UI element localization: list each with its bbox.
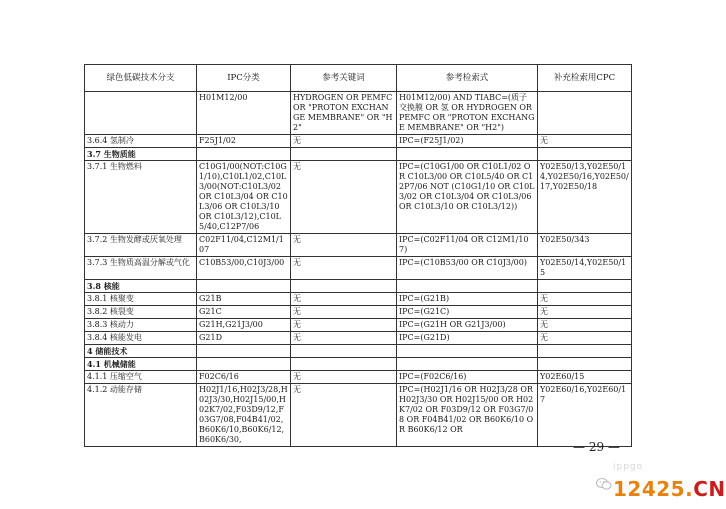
table-row: [85, 161, 632, 234]
section-row: [85, 280, 632, 293]
section-row: [85, 148, 632, 161]
table-row: [85, 257, 632, 280]
cell-keywords: 无: [291, 332, 397, 345]
table-row: [85, 92, 632, 135]
cell-query: IPC=(F02C6/16): [397, 371, 538, 384]
cell-query: IPC=(H02J1/16 OR H02J3/28 OR H02J3/30 OR H02J15/00 OR H02K7/02 OR F03D9/12 OR F03G7/08 OR F04B41/02 OR B60K6/10 OR B60K6/12 OR: [397, 384, 538, 447]
cell-cpc: Y02E50/14,Y02E50/15: [538, 257, 632, 280]
ipc-classification-table: [84, 64, 632, 447]
cell-ipc: G21B: [197, 293, 291, 306]
cell-keywords: 无: [291, 257, 397, 280]
cell-keywords: 无: [291, 384, 397, 447]
watermark-number: 12425: [613, 477, 686, 501]
cell-branch: 3.8.2 核裂变: [85, 306, 197, 319]
cell-query: IPC=(G21H OR G21J3/00): [397, 319, 538, 332]
table-header-row: [85, 65, 632, 92]
table-row: [85, 371, 632, 384]
cell-keywords: 无: [291, 306, 397, 319]
cell-ipc: C10B53/00,C10J3/00: [197, 257, 291, 280]
cell-cpc: Y02E60/15: [538, 371, 632, 384]
cell-keywords: 无: [291, 371, 397, 384]
watermark-domain: CN: [693, 477, 726, 501]
cell-ipc: C10G1/00(NOT:C10G1/10),C10L1/02,C10L3/00(NOT:C10L3/02 OR C10L3/04 OR C10L3/06 OR C10L3/10 OR C10L3/12),C10L5/40,C12P7/06: [197, 161, 291, 234]
cell-ipc: G21D: [197, 332, 291, 345]
cell-branch: 3.8.1 核聚变: [85, 293, 197, 306]
cell-ipc: H01M12/00: [197, 92, 291, 135]
cell-keywords: 无: [291, 293, 397, 306]
header-query: 参考检索式: [397, 65, 538, 92]
site-watermark: [613, 477, 726, 501]
cell-query: IPC=(F25J1/02): [397, 135, 538, 148]
watermark-faint-text: ippgo: [613, 462, 644, 472]
table-row: [85, 384, 632, 447]
header-branch: 绿色低碳技术分支: [85, 65, 197, 92]
cell-cpc: 无: [538, 306, 632, 319]
cell-ipc: H02J1/16,H02J3/28,H02J3/30,H02J15/00,H02K7/02,F03D9/12,F03G7/08,F04B41/02,B60K6/10,B60K6/12,B60K6/30,: [197, 384, 291, 447]
cell-cpc: Y02E60/16,Y02E60/17: [538, 384, 632, 447]
section-heading: 4 储能技术: [85, 345, 197, 358]
cell-keywords: 无: [291, 135, 397, 148]
cell-keywords: 无: [291, 234, 397, 257]
table-row: [85, 234, 632, 257]
section-heading: 3.7 生物质能: [85, 148, 197, 161]
cell-query: IPC=(C02F11/04 OR C12M1/107): [397, 234, 538, 257]
table-row: [85, 306, 632, 319]
cell-branch: 3.8.3 核动力: [85, 319, 197, 332]
cell-cpc: Y02E50/343: [538, 234, 632, 257]
cell-branch: 3.8.4 核能发电: [85, 332, 197, 345]
cell-cpc: Y02E50/13,Y02E50/14,Y02E50/16,Y02E50/17,Y02E50/18: [538, 161, 632, 234]
cell-keywords: HYDROGEN OR PEMFC OR "PROTON EXCHANGE MEMBRANE" OR "H2": [291, 92, 397, 135]
cell-ipc: G21H,G21J3/00: [197, 319, 291, 332]
table-row: [85, 293, 632, 306]
cell-cpc: 无: [538, 135, 632, 148]
cell-query: IPC=(C10G1/00 OR C10L1/02 OR C10L3/00 OR C10L5/40 OR C12P7/06 NOT (C10G1/10 OR C10L3/02 OR C10L3/04 OR C10L3/06 OR C10L3/10 OR C10L3/12)): [397, 161, 538, 234]
cell-cpc: 无: [538, 319, 632, 332]
cell-branch: 3.7.1 生物燃料: [85, 161, 197, 234]
cell-ipc: F02C6/16: [197, 371, 291, 384]
cell-ipc: C02F11/04,C12M1/107: [197, 234, 291, 257]
cell-branch: [85, 92, 197, 135]
cell-cpc: [538, 92, 632, 135]
cell-query: IPC=(C10B53/00 OR C10J3/00): [397, 257, 538, 280]
cell-ipc: F25J1/02: [197, 135, 291, 148]
table-row: [85, 332, 632, 345]
cell-cpc: 无: [538, 293, 632, 306]
watermark-dot: .: [685, 477, 694, 501]
cell-branch: 4.1.1 压缩空气: [85, 371, 197, 384]
table-row: [85, 135, 632, 148]
cell-branch: 3.7.3 生物质高温分解或气化: [85, 257, 197, 280]
cell-ipc: G21C: [197, 306, 291, 319]
header-cpc: 补充检索用CPC: [538, 65, 632, 92]
header-ipc: IPC分类: [197, 65, 291, 92]
cell-keywords: 无: [291, 319, 397, 332]
section-row: [85, 358, 632, 371]
cell-cpc: 无: [538, 332, 632, 345]
cell-branch: 3.6.4 氢制冷: [85, 135, 197, 148]
header-keywords: 参考关键词: [291, 65, 397, 92]
cell-branch: 3.7.2 生物发酵或厌氧处理: [85, 234, 197, 257]
cell-keywords: 无: [291, 161, 397, 234]
section-heading: 3.8 核能: [85, 280, 197, 293]
cell-query: H01M12/00) AND TIABC=(质子交换膜 OR 氢 OR HYDROGEN OR PEMFC OR "PROTON EXCHANGE MEMBRANE" OR "H2"): [397, 92, 538, 135]
cell-branch: 4.1.2 动能存储: [85, 384, 197, 447]
cell-query: IPC=(G21D): [397, 332, 538, 345]
wechat-icon: [596, 477, 612, 495]
section-heading: 4.1 机械储能: [85, 358, 197, 371]
table-row: [85, 319, 632, 332]
page-number: — 29 —: [573, 440, 620, 454]
section-row: [85, 345, 632, 358]
cell-query: IPC=(G21C): [397, 306, 538, 319]
cell-query: IPC=(G21B): [397, 293, 538, 306]
